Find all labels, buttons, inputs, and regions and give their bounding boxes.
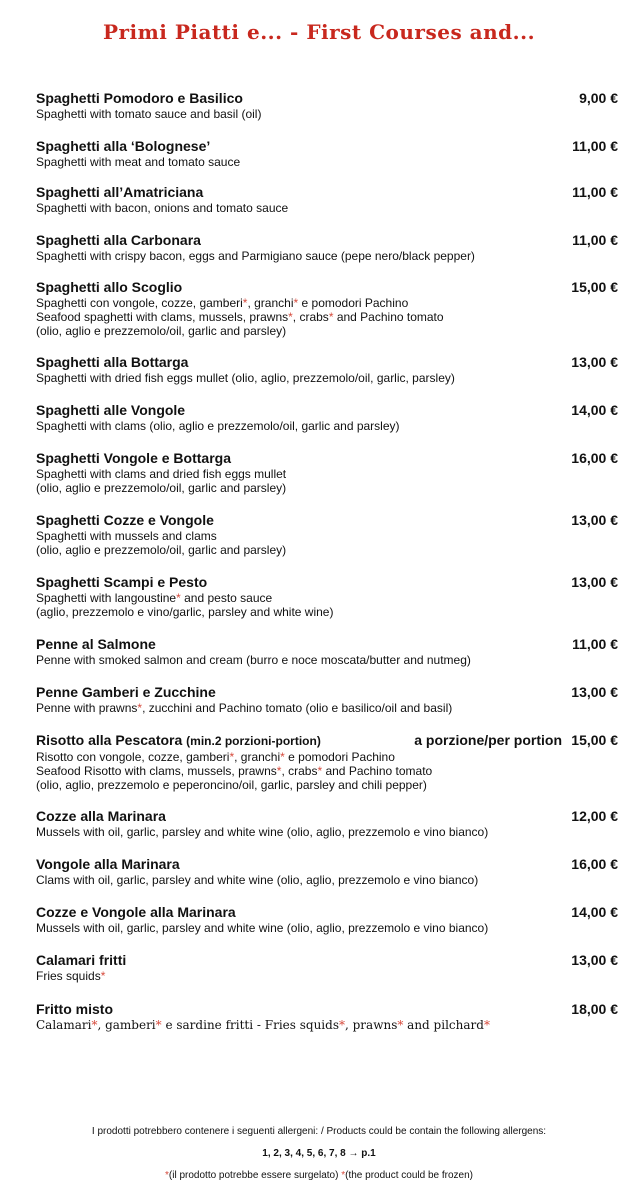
- dish-description: Spaghetti with langoustine* and pesto sauce: [36, 591, 273, 605]
- dish-price: 16,00 €: [571, 856, 618, 872]
- dish-description: Penne with smoked salmon and cream (burro e noce moscata/butter and nutmeg): [36, 653, 471, 667]
- dish-description: (olio, aglio e prezzemolo/oil, garlic and parsley): [36, 324, 287, 338]
- dish-description: Spaghetti with dried fish eggs mullet (olio, aglio, prezzemolo/oil, garlic, parsley): [36, 371, 455, 385]
- dish-description: Spaghetti with crispy bacon, eggs and Parmigiano sauce (pepe nero/black pepper): [36, 249, 475, 263]
- dish-price: 13,00 €: [571, 952, 618, 968]
- dish-description: (aglio, prezzemolo e vino/garlic, parsley and white wine): [36, 605, 334, 619]
- menu-item: [36, 808, 618, 839]
- dish-price: 11,00 €: [572, 138, 618, 154]
- frozen-asterisk: *: [91, 1018, 98, 1032]
- menu-item: [36, 402, 618, 433]
- dish-price: 15,00 €: [571, 279, 618, 295]
- frozen-asterisk: *: [165, 1170, 169, 1181]
- dish-name: Spaghetti alla Carbonara: [36, 232, 201, 248]
- dish-name: Calamari fritti: [36, 952, 127, 968]
- allergen-list: [0, 1148, 638, 1159]
- menu-item: [36, 354, 618, 385]
- menu-item: [36, 636, 618, 667]
- dish-price: 13,00 €: [571, 512, 618, 528]
- frozen-asterisk: *: [288, 310, 293, 324]
- dish-name: Cozze alla Marinara: [36, 808, 166, 824]
- dish-name: Spaghetti Scampi e Pesto: [36, 574, 208, 590]
- allergen-list-text: 1, 2, 3, 4, 5, 6, 7, 8 → p.1: [262, 1148, 376, 1159]
- menu-item: [36, 184, 618, 215]
- dish-name: Spaghetti alla ‘Bolognese’: [36, 138, 211, 154]
- frozen-asterisk: *: [341, 1170, 346, 1181]
- dish-name: Fritto misto: [36, 1001, 113, 1017]
- frozen-asterisk: *: [293, 296, 299, 310]
- dish-name: Penne Gamberi e Zucchine: [36, 684, 216, 700]
- dish-name-text: Risotto alla Pescatora: [36, 732, 187, 748]
- dish-description: (olio, aglio, prezzemolo e peperoncino/oil, garlic, parsley and chili pepper): [36, 778, 427, 792]
- dish-description: Spaghetti con vongole, cozze, gamberi*, granchi* e pomodori Pachino: [36, 296, 409, 310]
- dish-description: Spaghetti with clams (olio, aglio e prezzemolo/oil, garlic and parsley): [36, 419, 400, 433]
- dish-name: Vongole alla Marinara: [36, 856, 180, 872]
- dish-name: Spaghetti allo Scoglio: [36, 279, 183, 295]
- dish-description: (olio, aglio e prezzemolo/oil, garlic and parsley): [36, 543, 287, 557]
- dish-description: Risotto con vongole, cozze, gamberi*, granchi* e pomodori Pachino: [36, 750, 395, 764]
- frozen-asterisk: *: [339, 1018, 345, 1032]
- dish-description: Penne with prawns*, zucchini and Pachino tomato (olio e basilico/oil and basil): [36, 701, 453, 715]
- dish-price: 11,00 €: [572, 636, 618, 652]
- dish-description: (olio, aglio e prezzemolo/oil, garlic and parsley): [36, 481, 287, 495]
- frozen-asterisk: *: [483, 1018, 490, 1032]
- menu-item: [36, 574, 618, 619]
- dish-price: 9,00 €: [579, 90, 618, 106]
- frozen-note: [0, 1170, 638, 1181]
- dish-description: Mussels with oil, garlic, parsley and white wine (olio, aglio, prezzemolo e vino bianco): [36, 825, 489, 839]
- frozen-asterisk: *: [317, 764, 323, 778]
- dish-name: Spaghetti Vongole e Bottarga: [36, 450, 231, 466]
- dish-name: Spaghetti Pomodoro e Basilico: [36, 90, 243, 106]
- dish-price: 11,00 €: [572, 184, 618, 200]
- dish-price: 16,00 €: [571, 450, 618, 466]
- dish-description: Spaghetti with meat and tomato sauce: [36, 155, 241, 169]
- dish-description: Mussels with oil, garlic, parsley and white wine (olio, aglio, prezzemolo e vino bianco): [36, 921, 489, 935]
- dish-description: Spaghetti with bacon, onions and tomato sauce: [36, 201, 289, 215]
- frozen-asterisk: *: [137, 701, 143, 715]
- dish-description: Spaghetti with tomato sauce and basil (oil): [36, 107, 262, 121]
- dish-description: Calamari*, gamberi* e sardine fritti - Fries squids*, prawns* and pilchard*: [36, 1018, 490, 1032]
- frozen-asterisk: *: [280, 750, 285, 764]
- menu-item: [36, 279, 618, 338]
- menu-item: [36, 232, 618, 263]
- menu-item: [36, 904, 618, 935]
- dish-description: Spaghetti with mussels and clams: [36, 529, 217, 543]
- dish-name: Spaghetti alla Bottarga: [36, 354, 189, 370]
- dish-price: 13,00 €: [571, 354, 618, 370]
- dish-price: 15,00 €: [571, 732, 618, 748]
- frozen-note-text: *(il prodotto potrebbe essere surgelato) *(the product could be frozen): [165, 1170, 473, 1181]
- frozen-asterisk: *: [155, 1018, 162, 1032]
- dish-price: 12,00 €: [571, 808, 618, 824]
- dish-name: Cozze e Vongole alla Marinara: [36, 904, 236, 920]
- dish-price: 13,00 €: [571, 684, 618, 700]
- frozen-asterisk: *: [242, 296, 248, 310]
- menu-item: [36, 1001, 618, 1032]
- frozen-asterisk: *: [328, 310, 334, 324]
- menu-item: [36, 90, 618, 121]
- allergens-note: I prodotti potrebbero contenere i seguenti allergeni: / Products could be contain the following allergens:: [91, 1126, 547, 1137]
- dish-name: Spaghetti alle Vongole: [36, 402, 186, 418]
- dish-description: Spaghetti with clams and dried fish eggs mullet: [36, 467, 287, 481]
- frozen-asterisk: *: [176, 591, 181, 605]
- dish-name-note: (min.2 porzioni-portion): [186, 734, 321, 748]
- dish-description: Seafood Risotto with clams, mussels, prawns*, crabs* and Pachino tomato: [36, 764, 433, 778]
- dish-name: Spaghetti all’Amatriciana: [36, 184, 204, 200]
- frozen-asterisk: *: [397, 1018, 404, 1032]
- dish-price: 11,00 €: [572, 232, 618, 248]
- page-title: Primi Piatti e... - First Courses and...: [102, 20, 536, 44]
- frozen-asterisk: *: [100, 969, 106, 983]
- dish-name: Spaghetti Cozze e Vongole: [36, 512, 214, 528]
- menu-item: [36, 138, 618, 169]
- dish-price: 14,00 €: [571, 402, 618, 418]
- dish-description: Clams with oil, garlic, parsley and white wine (olio, aglio, prezzemolo e vino bianco): [36, 873, 479, 887]
- menu-item: [36, 952, 618, 983]
- menu-item: [36, 684, 618, 715]
- frozen-asterisk: *: [276, 764, 282, 778]
- dish-price: 14,00 €: [571, 904, 618, 920]
- dish-description: Fries squids*: [36, 969, 106, 983]
- menu-item: [36, 732, 618, 792]
- dish-description: Seafood spaghetti with clams, mussels, prawns*, crabs* and Pachino tomato: [36, 310, 444, 324]
- menu-item: [36, 450, 618, 495]
- dish-price: 18,00 €: [571, 1001, 618, 1017]
- dish-price: 13,00 €: [571, 574, 618, 590]
- menu-item: [36, 856, 618, 887]
- dish-name: Penne al Salmone: [36, 636, 156, 652]
- menu-item: [36, 512, 618, 557]
- frozen-asterisk: *: [229, 750, 235, 764]
- portion-label: a porzione/per portion: [414, 732, 562, 748]
